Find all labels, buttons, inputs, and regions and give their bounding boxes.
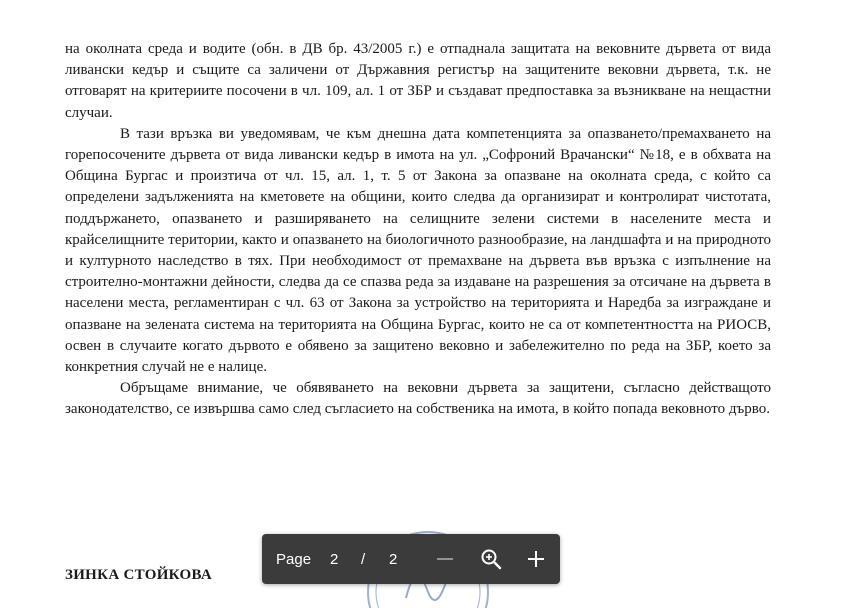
document-body (65, 39, 771, 421)
magnifier-icon (480, 548, 502, 570)
zoom-out-button[interactable] (430, 544, 460, 574)
paragraph-3: Обръщаме внимание, че обявяването на вековни дървета за защитени, съгласно действащото законодателство, се извършва само след съгласието на собственика на имота, в който попада вековното дърво. (65, 380, 771, 418)
total-pages: 2 (389, 550, 398, 568)
paragraph-2: В тази връзка ви уведомявам, че към днешна дата компетенцията за опазването/премахването на горепосочените дървета от вида ливански кедър в имота на ул. „Софроний Врачански“ №18, е в обхвата на Община Бургас и произтича от чл. 15, ал. 1, т. 5 от Закона за опазване на околната среда, с който са определени задълженията на кметовете на общини, които следва да организират и контролират чистотата, поддържането, опазването и разширяването на селищните зелени системи в населените места и крайселищните територии, както и опазването на биологичното разнообразие, на ландшафта и на природното и културното наследство в тях. При необходимост от премахване на дървета във връзка с изпълнение на строително-монтажни дейности, следва да се спазва реда за издаване на разрешения за отсичане на дървета в населени места, регламентиран с чл. 63 от Закона за устройство на територията и Наредба за изграждане и опазване на зелената система на територията на Община Бургас, които не са от компетентността на РИОСВ, освен в случаите когато дървото е обявено за защитено вековно и забележително по реда на ЗБР, което за конкретния случай не е налице. (65, 125, 771, 376)
minus-icon (435, 549, 455, 569)
zoom-in-button[interactable] (521, 544, 551, 574)
zoom-button[interactable] (476, 544, 506, 574)
paragraph-1: на околната среда и водите (обн. в ДВ бр. 43/2005 г.) е отпаднала защитата на вековните дървета от вида ливански кедър и същите са заличени от Държавния регистър на защитените вековни дървета, т.к. не отговарят на критериите посочени в чл. 109, ал. 1 от ЗБР и създават предпоставка за възникване на нещастни случаи. (65, 41, 771, 121)
page-separator: / (361, 550, 366, 568)
plus-icon (526, 549, 546, 569)
current-page-input[interactable]: 2 (330, 550, 339, 568)
pdf-toolbar (262, 534, 560, 584)
page-label: Page (276, 550, 312, 568)
signer-name: ЗИНКА СТОЙКОВА (65, 567, 212, 583)
